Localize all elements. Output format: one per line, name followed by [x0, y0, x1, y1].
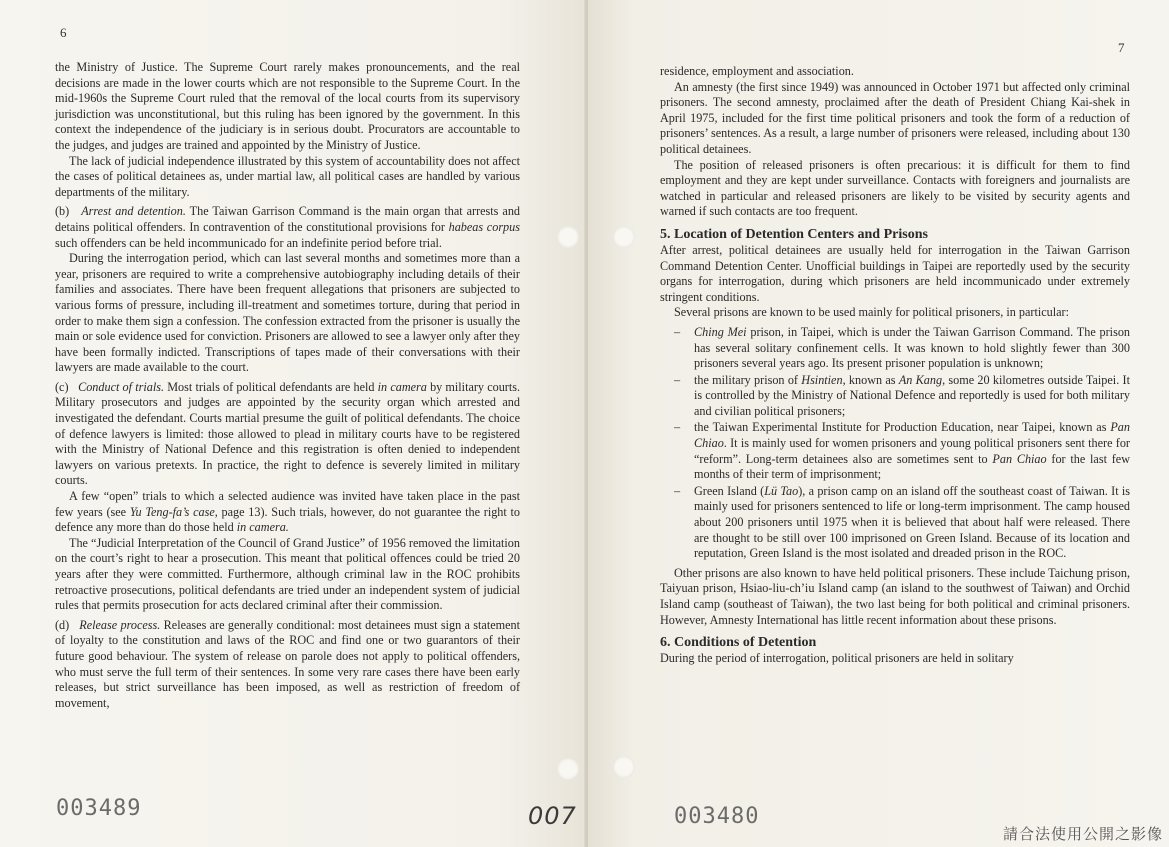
punch-hole — [557, 758, 579, 780]
paragraph: the Ministry of Justice. The Supreme Court rarely makes pronouncements, and the real decisions are made in the lower courts which are not responsible to the Supreme Court. In the mid-1960s the Supreme Court ruled that the removal of the local courts from its supervisory jurisdiction was unconstitutional, but this ruling has been ignored by the government. In this context the independence of the judiciary is in serious doubt. Procurators are accountable to the judges, and judges are trained and appointed by the Ministry of Justice. — [55, 60, 520, 152]
paragraph: The “Judicial Interpretation of the Council of Grand Justice” of 1956 removed the limitation on the court’s right to hear a prosecution. This meant that political offences could be tried 20 years after they were committed. Furthermore, although criminal law in the ROC prohibits retroactive prosecutions, political defendants are tried under an independent system of judicial rules that permits prosecution for acts declared criminal after their commission. — [55, 535, 520, 613]
paragraph: An amnesty (the first since 1949) was announced in October 1971 but affected only criminal prisoners. The second amnesty, proclaimed after the death of President Chiang Kai-shek in April 1975, included for the first time political prisoners and took the form of a reduction of prisoners’ sentences. As a result, a large number of prisoners were released, including about 130 political detainees. — [660, 79, 1130, 156]
paragraph: Several prisons are known to be used mainly for political prisoners, in particular: — [674, 305, 1069, 320]
prison-list — [660, 325, 1130, 562]
section-title: Release process. — [79, 617, 161, 632]
list-item: – Ching Mei prison, in Taipei, which is under the Taiwan Garrison Command. The prison has several solitary confinement cells. It was known to hold slightly fewer than 300 prisoners several years ago. Its present prisoner population is unknown; — [694, 325, 1130, 372]
section-b: (b) Arrest and detention. The Taiwan Garrison Command is the main organ that arrests and detains political offenders. In contravention of the constitutional provisions for habeas corpus such offenders can be held incommunicado for an indefinite period before trial. — [55, 204, 521, 250]
list-item: – the Taiwan Experimental Institute for Production Education, near Taipei, known as Pan Chiao. It is mainly used for women prisoners and young political prisoners sent there for “reform”. Long-term detainees also are sometimes sent to Pan Chiao for the last few months of their term of imprisonment; — [694, 420, 1130, 482]
paragraph: The position of released prisoners is often precarious: it is difficult for them to find employment and they are kept under surveillance. Contacts with foreigners and journalists are watched in particular and released prisoners are likely to be visited by security agents and warned if such contacts are too frequent. — [660, 157, 1130, 219]
paragraph: A few “open” trials to which a selected audience was invited have taken place in the past few years (see Yu Teng-fa’s case, page 13). Such trials, however, do not guarantee the right to defence any more than do those held in camera. — [55, 489, 521, 535]
punch-hole — [613, 756, 635, 778]
archive-stamp: 003480 — [674, 804, 760, 829]
punch-hole — [613, 226, 635, 248]
paragraph: During the interrogation period, which can last several months and sometimes more than a year, prisoners are required to write a comprehensive autobiography including details of their families and associates. There have been frequent allegations that prisoners are subjected to various forms of pressure, including ill-treatment and sometimes torture, during that period in order to make them sign a confession. The confession extracted from the prisoner is usually the main or sole evidence used for conviction. Prisoners are allowed to see a lawyer only after they have been formally indicted. Transcriptions of tapes made of their conversations with their lawyers are made available to the court. — [55, 251, 520, 375]
paragraph: residence, employment and association. — [660, 64, 854, 78]
handwritten-mark: 007 — [528, 802, 577, 830]
section-title: Arrest and detention. — [81, 204, 186, 219]
section-title: Conduct of trials. — [78, 379, 165, 394]
paragraph: Other prisons are also known to have held political prisoners. These include Taichung prison, Taiyuan prison, Hsiao-liu-ch’iu Island camp (an island to the southwest of Taiwan) and Orchid Island camp (southeast of Taiwan), the two last being for both political and criminal prisoners. However, Amnesty International has little recent information about these prisons. — [660, 565, 1130, 627]
paragraph: After arrest, political detainees are usually held for interrogation in the Taiwan Garrison Command Detention Center. Unofficial buildings in Taipei are reportedly used by the security organs for interrogation, during which prisoners are held incommunicado under extremely stringent conditions. — [660, 242, 1130, 304]
archive-stamp: 003489 — [56, 796, 142, 821]
section-d: (d) Release process. Releases are generally conditional: most detainees must sign a statement of loyalty to the constitution and laws of the ROC and find one or two guarantors of their future good behaviour. The system of release on parole does not apply to political offenders, who must serve the full term of their sentences. In some very rare cases there have been early releases, but strict surveillance has been imposed, as well as restriction of freedom of movement, — [55, 617, 521, 710]
section-heading: 6. Conditions of Detention — [660, 635, 817, 651]
page-number: 6 — [60, 25, 67, 40]
paragraph: The lack of judicial independence illustrated by this system of accountability does not affect the cases of political detainees as, under martial law, all political cases are handled by various departments of the military. — [55, 153, 520, 199]
list-item: – the military prison of Hsintien, known as An Kang, some 20 kilometres outside Taipei. It is controlled by the Ministry of National Defence and reportedly is used for both military and civilian political prisoners; — [694, 373, 1130, 420]
right-column — [660, 64, 1130, 667]
section-c: (c) Conduct of trials. Most trials of political defendants are held in camera by military courts. Military prosecutors and judges are appointed by the security organ which arrested and investigated the defendant. Courts martial presume the guilt of political defendants. The choice of defence lawyers is limited: those allowed to plead in military courts have to be registered with the Ministry of National Defence and this registration is often denied to independent lawyers on various pretexts. In practice, the right to defence is severely limited in military courts. — [55, 379, 521, 488]
page-number: 7 — [1118, 40, 1125, 55]
watermark: 請合法使用公開之影像 — [1002, 825, 1163, 843]
right-page — [588, 0, 1169, 847]
section-heading: 5. Location of Detention Centers and Prisons — [660, 226, 928, 242]
punch-hole — [557, 226, 579, 248]
list-item: – Green Island (Lü Tao), a prison camp on an island off the southeast coast of Taiwan. It is mainly used for prisoners sentenced to life or long-term imprisonment. The camp housed about 200 prisoners until 1975 when it is believed that about half were released. There are thought to be still over 100 imprisoned on Green Island. Because of its location and reputation, Green Island is the most isolated and dreaded prison in the ROC. — [694, 484, 1130, 562]
paragraph: During the period of interrogation, political prisoners are held in solitary — [660, 651, 1014, 666]
left-column — [55, 60, 520, 711]
